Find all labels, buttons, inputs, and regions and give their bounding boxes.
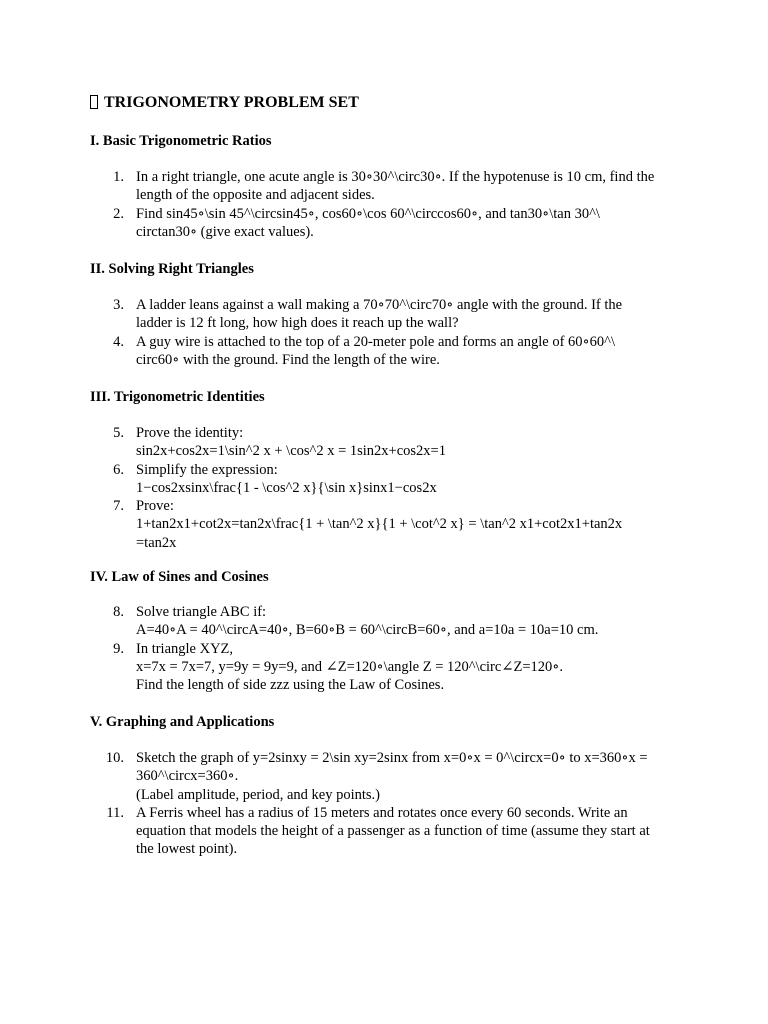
- problem-item: [90, 640, 690, 695]
- problem-item: [90, 749, 690, 804]
- section-heading: IV. Law of Sines and Cosines: [90, 569, 269, 585]
- problem-text-line: A guy wire is attached to the top of a 20-meter pole and forms an angle of 60∘60^\: [136, 333, 615, 350]
- problem-item: [90, 333, 690, 370]
- problem-number: 2.: [113, 205, 124, 222]
- problem-text-line: Solve triangle ABC if:: [136, 604, 267, 620]
- problem-number: 3.: [113, 297, 124, 313]
- problem-item: [90, 205, 690, 242]
- problem-text-line: 1−cos2xsinx\frac{1 - \cos^2 x}{\sin x}sinx1−cos2x: [136, 479, 437, 496]
- problem-text-line: length of the opposite and adjacent sides.: [136, 187, 375, 204]
- problem-text-line: x=7x = 7x=7, y=9y = 9y=9, and ∠Z=120∘\angle Z = 120^\circ∠Z=120∘.: [136, 658, 563, 675]
- problem-text-line: Sketch the graph of y=2sinxy = 2\sin xy=2sinx from x=0∘x = 0^\circx=0∘ to x=360∘x =: [136, 750, 648, 766]
- section-heading: III. Trigonometric Identities: [90, 389, 265, 405]
- missing-glyph-icon: [90, 95, 98, 109]
- problem-number: 11.: [106, 804, 124, 821]
- problem-text-line: (Label amplitude, period, and key points.): [136, 786, 381, 803]
- problem-text-line: 360^\circx=360∘.: [136, 768, 239, 785]
- problem-text-line: A=40∘A = 40^\circA=40∘, B=60∘B = 60^\circB=60∘, and a=10a = 10a=10 cm.: [136, 622, 599, 639]
- problem-number: 9.: [113, 640, 124, 657]
- problem-text-line: Simplify the expression:: [136, 461, 278, 478]
- problem-text-line: =tan2x: [136, 534, 177, 551]
- problem-number: 6.: [113, 461, 124, 478]
- problem-number: 8.: [113, 604, 124, 620]
- page-title: [90, 93, 359, 113]
- problem-text-line: In triangle XYZ,: [136, 640, 234, 657]
- problem-item: [90, 603, 690, 640]
- problem-number: 1.: [113, 169, 124, 185]
- problem-text-line: Find the length of side zzz using the Law of Cosines.: [136, 677, 445, 694]
- problem-item: [90, 804, 690, 859]
- problem-list: [90, 168, 690, 241]
- problem-item: [90, 461, 690, 498]
- problem-number: 5.: [113, 425, 124, 441]
- problem-list: [90, 296, 690, 369]
- problem-text-line: circtan30∘ (give exact values).: [136, 223, 314, 240]
- problem-item: [90, 497, 690, 552]
- problem-text-line: A Ferris wheel has a radius of 15 meters and rotates once every 60 seconds. Write an: [136, 804, 628, 821]
- problem-number: 10.: [105, 750, 124, 766]
- problem-item: [90, 424, 690, 461]
- problem-text-line: ladder is 12 ft long, how high does it reach up the wall?: [136, 315, 459, 332]
- section-heading: V. Graphing and Applications: [90, 714, 275, 730]
- problem-text-line: equation that models the height of a passenger as a function of time (assume they start at: [136, 823, 650, 840]
- problem-text-line: A ladder leans against a wall making a 70∘70^\circ70∘ angle with the ground. If the: [136, 297, 623, 313]
- problem-text-line: Find sin45∘\sin 45^\circsin45∘, cos60∘\cos 60^\circcos60∘, and tan30∘\tan 30^\: [136, 205, 600, 222]
- problem-list: [90, 424, 690, 552]
- problem-text-line: the lowest point).: [136, 841, 238, 858]
- problem-list: [90, 603, 690, 694]
- problem-item: [90, 168, 690, 205]
- problem-text-line: 1+tan2x1+cot2x=tan2x\frac{1 + \tan^2 x}{1 + \cot^2 x} = \tan^2 x1+cot2x1+tan2x: [136, 516, 623, 533]
- problem-text-line: In a right triangle, one acute angle is 30∘30^\circ30∘. If the hypotenuse is 10 cm, find the: [136, 169, 655, 185]
- problem-list: [90, 749, 690, 859]
- problem-item: [90, 296, 690, 333]
- section-heading: II. Solving Right Triangles: [90, 261, 254, 277]
- problem-text-line: sin2x+cos2x=1\sin^2 x + \cos^2 x = 1sin2x+cos2x=1: [136, 443, 446, 460]
- section-heading: I. Basic Trigonometric Ratios: [90, 133, 272, 149]
- problem-number: 7.: [113, 498, 124, 515]
- problem-number: 4.: [113, 333, 124, 350]
- problem-text-line: circ60∘ with the ground. Find the length of the wire.: [136, 351, 440, 368]
- problem-text-line: Prove:: [136, 498, 174, 515]
- page-title-text: TRIGONOMETRY PROBLEM SET: [104, 94, 359, 111]
- problem-text-line: Prove the identity:: [136, 425, 244, 441]
